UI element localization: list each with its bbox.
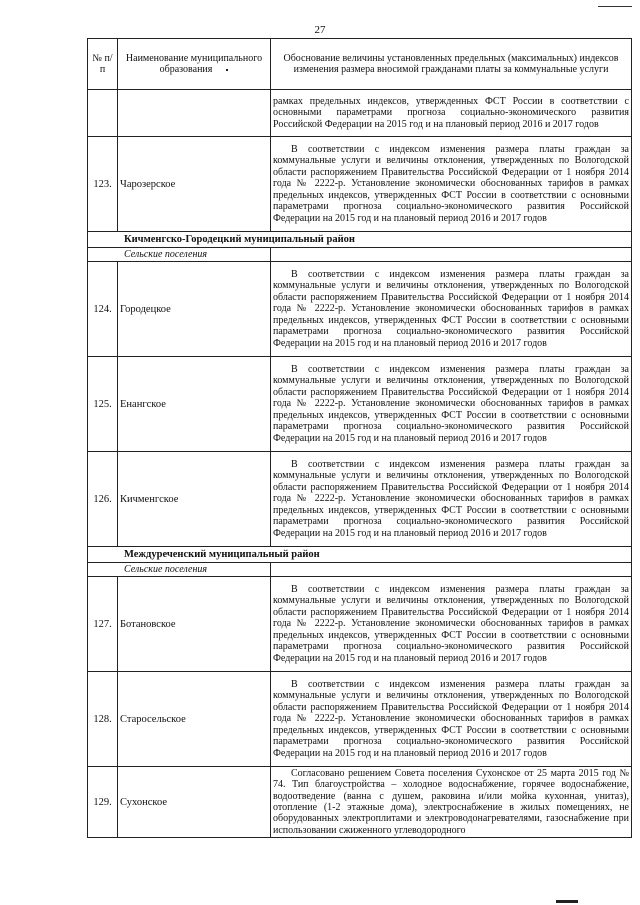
municipality-name: Старосельское — [118, 672, 271, 767]
table-row-123 — [88, 137, 632, 232]
justification-cell: В соответствии с индексом изменения размера платы граждан за коммунальные услуги и величины отклонения, утвержденных по Вологодской области распоряжением Правительства Российской Федерации от 1 ноября 2014 года № 2222-р. Установление экономически обоснованных тарифов в рамках предельных индексов, утвержденных ФСТ России в соответствии с основными параметрами прогноза социально-экономического развития Российской Федерации на 2015 год и на плановый период 2016 и 2017 годов — [271, 672, 632, 767]
justification-cell: В соответствии с индексом изменения размера платы граждан за коммунальные услуги и величины отклонения, утвержденных по Вологодской области распоряжением Правительства Российской Федерации от 1 ноября 2014 года № 2222-р. Установление экономически обоснованных тарифов в рамках предельных индексов, утвержденных ФСТ России в соответствии с основными параметрами прогноза социально-экономического развития Российской Федерации на 2015 год и на плановый период 2016 и 2017 годов — [271, 357, 632, 452]
justification-cell: Согласовано решением Совета поселения Сухонское от 25 марта 2015 год № 74. Тип благоустройства – холодное водоснабжение, горячее водоснабжение, водоотведение (ванна с душем, раковина и/или мойка кухонная, унитаз), отопление (1-2 этажные дома), электроснабжение в жилых помещениях, не оборудованных электроплитами и электроводонагревателями, газоснабжение при использовании сжиженного углеводородного — [271, 767, 632, 838]
subsection-row-1 — [88, 248, 632, 262]
district-title: Междуреченский муниципальный район — [88, 547, 632, 563]
table-row-continuation — [88, 90, 632, 137]
district-title: Кичменгско-Городецкий муниципальный район — [88, 232, 632, 248]
row-number: 129. — [88, 767, 118, 838]
page-number: 27 — [314, 24, 326, 36]
header-justification: Обоснование величины установленных предельных (максимальных) индексов изменения размера вносимой гражданами платы за коммунальные услуги — [271, 39, 632, 90]
municipality-name: Городецкое — [118, 262, 271, 357]
scan-mark — [556, 900, 578, 903]
justification-cell: В соответствии с индексом изменения размера платы граждан за коммунальные услуги и величины отклонения, утвержденных по Вологодской области распоряжением Правительства Российской Федерации от 1 ноября 2014 года № 2222-р. Установление экономически обоснованных тарифов в рамках предельных индексов, утвержденных ФСТ России в соответствии с основными параметрами прогноза социально-экономического развития Российской Федерации на 2015 год и на плановый период 2016 и 2017 годов — [271, 452, 632, 547]
municipality-name: Ботановское — [118, 577, 271, 672]
row-number: 124. — [88, 262, 118, 357]
table-row-127 — [88, 577, 632, 672]
municipality-name: Кичменгское — [118, 452, 271, 547]
table-row-129 — [88, 767, 632, 838]
district-row-2 — [88, 547, 632, 563]
table-row-124 — [88, 262, 632, 357]
row-number: 125. — [88, 357, 118, 452]
justification-cell: В соответствии с индексом изменения размера платы граждан за коммунальные услуги и величины отклонения, утвержденных по Вологодской области распоряжением Правительства Российской Федерации от 1 ноября 2014 года № 2222-р. Установление экономически обоснованных тарифов в рамках предельных индексов, утвержденных ФСТ России в соответствии с основными параметрами прогноза социально-экономического развития Российской Федерации на 2015 год и на плановый период 2016 и 2017 годов — [271, 137, 632, 232]
municipality-name: Сухонское — [118, 767, 271, 838]
header-name: Наименование муниципального образования — [118, 39, 271, 90]
tariff-table — [87, 38, 632, 838]
header-num: № п/п — [88, 39, 118, 90]
justification-cell: рамках предельных индексов, утвержденных ФСТ России в соответствии с основными параметрами прогноза социально-экономического развития Российской Федерации на 2015 год и на плановый период 2016 и 2017 годов — [271, 90, 632, 137]
table-row-125 — [88, 357, 632, 452]
row-number: 128. — [88, 672, 118, 767]
stray-dot — [226, 69, 228, 71]
row-number: 123. — [88, 137, 118, 232]
subsection-title: Сельские поселения — [88, 563, 271, 577]
top-rule — [598, 6, 632, 7]
subsection-row-2 — [88, 563, 632, 577]
justification-cell: В соответствии с индексом изменения размера платы граждан за коммунальные услуги и величины отклонения, утвержденных по Вологодской области распоряжением Правительства Российской Федерации от 1 ноября 2014 года № 2222-р. Установление экономически обоснованных тарифов в рамках предельных индексов, утвержденных ФСТ России в соответствии с основными параметрами прогноза социально-экономического развития Российской Федерации на 2015 год и на плановый период 2016 и 2017 годов — [271, 577, 632, 672]
table-header-row — [88, 39, 632, 90]
justification-cell: В соответствии с индексом изменения размера платы граждан за коммунальные услуги и величины отклонения, утвержденных по Вологодской области распоряжением Правительства Российской Федерации от 1 ноября 2014 года № 2222-р. Установление экономически обоснованных тарифов в рамках предельных индексов, утвержденных ФСТ России в соответствии с основными параметрами прогноза социально-экономического развития Российской Федерации на 2015 год и на плановый период 2016 и 2017 годов — [271, 262, 632, 357]
district-row-1 — [88, 232, 632, 248]
municipality-name: Чарозерское — [118, 137, 271, 232]
municipality-name: Енангское — [118, 357, 271, 452]
table-row-126 — [88, 452, 632, 547]
row-number: 127. — [88, 577, 118, 672]
subsection-title: Сельские поселения — [88, 248, 271, 262]
row-number: 126. — [88, 452, 118, 547]
table-row-128 — [88, 672, 632, 767]
